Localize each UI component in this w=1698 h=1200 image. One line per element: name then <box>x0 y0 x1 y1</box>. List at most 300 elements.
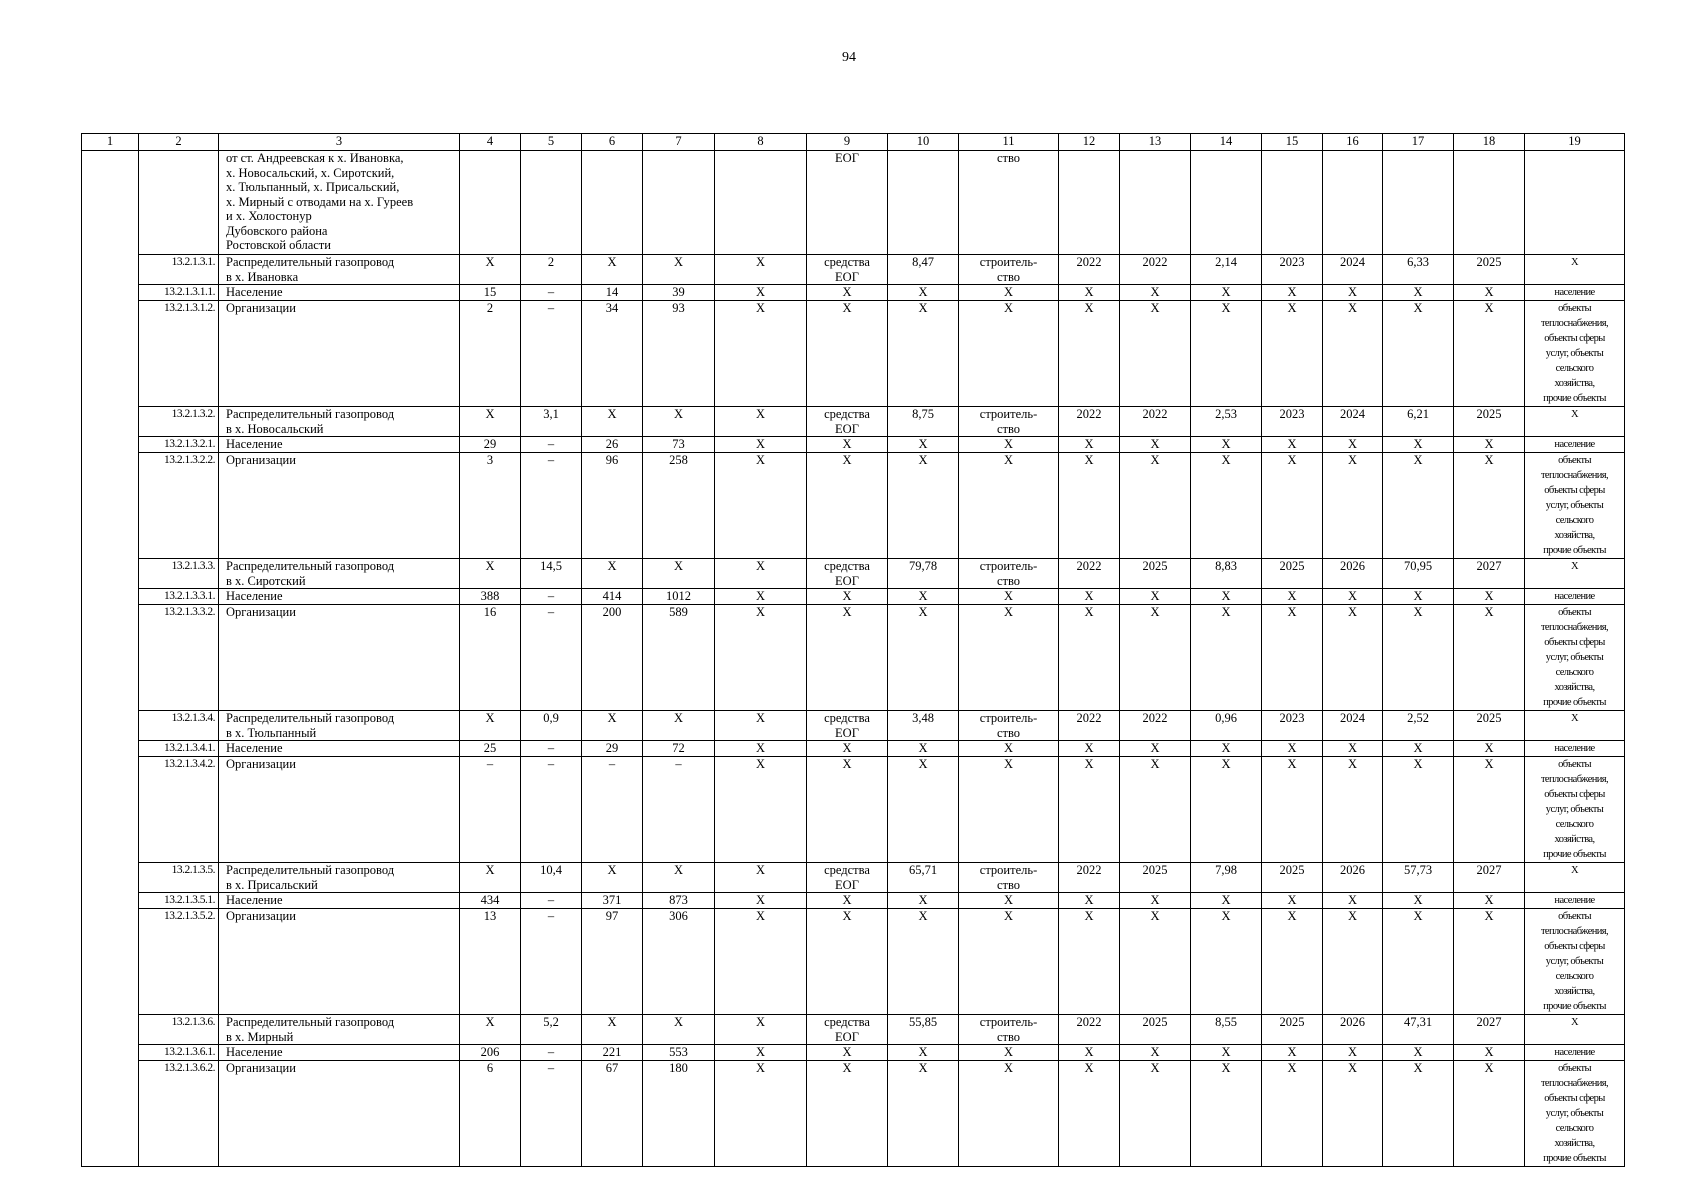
text-line: теплоснабжения, <box>1540 622 1609 633</box>
data-cell: 10,4 <box>521 863 582 893</box>
table-row <box>82 1015 1625 1045</box>
item-code: 13.2.1.3.1.2. <box>139 301 219 407</box>
data-cell: 5,2 <box>521 1015 582 1045</box>
data-cell: Х <box>1120 605 1191 711</box>
text-line: х. Тюльпанный, х. Присальский, <box>226 180 400 194</box>
object-name <box>219 255 460 285</box>
data-cell: 2024 <box>1323 407 1383 437</box>
consumer-category: Х <box>1525 559 1625 589</box>
data-cell: Х <box>888 741 959 757</box>
item-code: 13.2.1.3.6.1. <box>139 1045 219 1061</box>
data-cell: Х <box>1059 893 1120 909</box>
consumer-category: население <box>1525 893 1625 909</box>
column-number-header: 10 <box>888 134 959 151</box>
item-code: 13.2.1.3.6.2. <box>139 1061 219 1167</box>
text-line: Организации <box>226 453 296 467</box>
data-cell: Х <box>643 407 715 437</box>
data-cell: 2026 <box>1323 863 1383 893</box>
text-line: теплоснабжения, <box>1540 1078 1609 1089</box>
data-cell: – <box>643 757 715 863</box>
data-cell: Х <box>1383 285 1454 301</box>
data-cell: Х <box>807 741 888 757</box>
data-cell: Х <box>715 255 807 285</box>
data-cell: Х <box>1191 757 1262 863</box>
data-cell <box>959 255 1059 285</box>
data-cell: Х <box>1383 605 1454 711</box>
data-cell: Х <box>888 893 959 909</box>
data-cell: Х <box>959 437 1059 453</box>
text-line: сельского <box>1555 363 1594 374</box>
data-cell: Х <box>1120 589 1191 605</box>
data-cell: Х <box>1059 301 1120 407</box>
text-line: в х. Присальский <box>226 877 318 892</box>
data-cell: 434 <box>460 893 521 909</box>
data-cell: Х <box>1262 605 1323 711</box>
data-cell: – <box>521 285 582 301</box>
object-name <box>219 711 460 741</box>
column-number-header: 18 <box>1454 134 1525 151</box>
data-cell: Х <box>959 589 1059 605</box>
table-row <box>82 301 1625 407</box>
text-line: Организации <box>226 301 296 315</box>
data-cell: Х <box>715 453 807 559</box>
text-line: от ст. Андреевская к х. Ивановка, <box>226 151 404 165</box>
data-cell: 2025 <box>1262 559 1323 589</box>
text-line: Ростовской области <box>226 238 331 252</box>
data-cell: 70,95 <box>1383 559 1454 589</box>
data-cell: 221 <box>582 1045 643 1061</box>
consumer-category: население <box>1525 285 1625 301</box>
data-cell: 2025 <box>1454 711 1525 741</box>
data-cell: Х <box>1191 1061 1262 1167</box>
data-cell: 6,21 <box>1383 407 1454 437</box>
data-cell: Х <box>582 407 643 437</box>
item-code: 13.2.1.3.6. <box>139 1015 219 1045</box>
text-line: теплоснабжения, <box>1540 926 1609 937</box>
data-cell: Х <box>715 437 807 453</box>
text-line: Население <box>226 893 283 907</box>
data-cell: Х <box>1323 605 1383 711</box>
object-name <box>219 453 460 559</box>
data-cell: Х <box>1454 1061 1525 1167</box>
data-cell: Х <box>1059 757 1120 863</box>
data-cell: Х <box>807 301 888 407</box>
column-number-header: 9 <box>807 134 888 151</box>
text-line: ЕОГ <box>835 573 859 588</box>
data-cell: Х <box>807 1045 888 1061</box>
text-line: ство <box>996 1029 1021 1044</box>
data-cell: Х <box>888 301 959 407</box>
object-name <box>219 1061 460 1167</box>
data-cell: 180 <box>643 1061 715 1167</box>
data-cell: Х <box>1191 453 1262 559</box>
data-cell: Х <box>1120 301 1191 407</box>
data-cell: Х <box>807 437 888 453</box>
data-cell: Х <box>715 893 807 909</box>
object-name-cell <box>219 151 460 255</box>
object-name <box>219 1045 460 1061</box>
data-cell: Х <box>1454 285 1525 301</box>
text-line: объекты сферы <box>1544 333 1605 344</box>
column-number-header: 12 <box>1059 134 1120 151</box>
data-cell: 39 <box>643 285 715 301</box>
data-cell: 2022 <box>1059 407 1120 437</box>
data-cell: Х <box>643 711 715 741</box>
text-line: Дубовского района <box>226 223 328 238</box>
text-line: Распределительный газопровод <box>226 559 395 573</box>
item-code: 13.2.1.3.3. <box>139 559 219 589</box>
data-cell: Х <box>807 605 888 711</box>
data-cell: 200 <box>582 605 643 711</box>
data-cell: – <box>521 605 582 711</box>
data-cell: 2022 <box>1059 559 1120 589</box>
data-cell: Х <box>643 1015 715 1045</box>
text-line: хозяйства, <box>1554 682 1595 693</box>
data-cell: 14,5 <box>521 559 582 589</box>
data-cell: 2024 <box>1323 255 1383 285</box>
data-cell: Х <box>1191 301 1262 407</box>
data-cell: Х <box>1383 301 1454 407</box>
text-line: строитель- <box>979 559 1038 573</box>
data-cell: Х <box>1191 741 1262 757</box>
data-cell: Х <box>643 863 715 893</box>
data-cell: Х <box>1262 909 1323 1015</box>
consumer-category: Х <box>1525 255 1625 285</box>
data-cell: Х <box>1191 285 1262 301</box>
data-cell: Х <box>1454 757 1525 863</box>
consumer-category: население <box>1525 1045 1625 1061</box>
data-cell: Х <box>1262 589 1323 605</box>
text-line: прочие объекты <box>1543 545 1606 556</box>
data-cell: Х <box>1120 909 1191 1015</box>
data-cell: – <box>521 301 582 407</box>
data-cell: 73 <box>643 437 715 453</box>
data-cell: Х <box>1323 589 1383 605</box>
data-cell: Х <box>1120 893 1191 909</box>
data-cell: Х <box>1262 301 1323 407</box>
column-number-header: 16 <box>1323 134 1383 151</box>
data-cell: Х <box>1059 605 1120 711</box>
data-cell: Х <box>1383 437 1454 453</box>
data-cell: 2022 <box>1059 255 1120 285</box>
data-cell: 6,33 <box>1383 255 1454 285</box>
data-cell: Х <box>715 1045 807 1061</box>
data-cell: Х <box>888 589 959 605</box>
data-cell: 873 <box>643 893 715 909</box>
item-code: 13.2.1.3.2.2. <box>139 453 219 559</box>
data-cell: – <box>521 589 582 605</box>
column-number-header: 4 <box>460 134 521 151</box>
data-cell: 2,53 <box>1191 407 1262 437</box>
data-cell: Х <box>1059 453 1120 559</box>
column-number-header: 3 <box>219 134 460 151</box>
data-cell: Х <box>888 453 959 559</box>
text-line: ЕОГ <box>835 269 859 284</box>
data-cell: Х <box>1454 301 1525 407</box>
data-cell: Х <box>715 559 807 589</box>
consumer-category <box>1525 301 1625 407</box>
data-cell: Х <box>1120 1061 1191 1167</box>
table-row <box>82 437 1625 453</box>
object-name <box>219 909 460 1015</box>
data-cell: 388 <box>460 589 521 605</box>
data-cell: 3 <box>460 453 521 559</box>
data-cell: Х <box>1120 757 1191 863</box>
data-cell: Х <box>1191 605 1262 711</box>
text-line: услуг, объекты <box>1545 652 1604 663</box>
data-cell: Х <box>1323 757 1383 863</box>
text-line: х. Новосальский, х. Сиротский, <box>226 165 395 180</box>
data-cell: Х <box>1454 605 1525 711</box>
data-cell: Х <box>807 453 888 559</box>
text-line: средства <box>824 1015 870 1029</box>
text-line: Распределительный газопровод <box>226 711 395 725</box>
data-cell: Х <box>715 711 807 741</box>
data-cell <box>807 1015 888 1045</box>
column-number-header: 1 <box>82 134 139 151</box>
data-cell: 258 <box>643 453 715 559</box>
text-line: средства <box>824 711 870 725</box>
item-code: 13.2.1.3.5.2. <box>139 909 219 1015</box>
text-line: Организации <box>226 757 296 771</box>
data-cell: Х <box>1454 741 1525 757</box>
table-row <box>82 1045 1625 1061</box>
data-cell: 2025 <box>1120 1015 1191 1045</box>
object-name <box>219 863 460 893</box>
data-cell: Х <box>643 255 715 285</box>
consumer-category: население <box>1525 437 1625 453</box>
text-line: Население <box>226 589 283 603</box>
data-cell: Х <box>959 605 1059 711</box>
text-line: в х. Сиротский <box>226 573 306 588</box>
text-line: строитель- <box>979 1015 1038 1029</box>
data-cell: 72 <box>643 741 715 757</box>
table-row <box>82 711 1625 741</box>
data-cell: Х <box>1262 437 1323 453</box>
text-line: ство <box>996 725 1021 740</box>
data-cell: Х <box>1262 893 1323 909</box>
item-code: 13.2.1.3.1. <box>139 255 219 285</box>
data-cell: 79,78 <box>888 559 959 589</box>
data-cell: 93 <box>643 301 715 407</box>
text-line: ЕОГ <box>835 421 859 436</box>
data-cell: 2025 <box>1454 407 1525 437</box>
data-cell: Х <box>959 453 1059 559</box>
data-cell: – <box>521 741 582 757</box>
text-line: хозяйства, <box>1554 378 1595 389</box>
text-line: сельского <box>1555 971 1594 982</box>
text-line: в х. Тюльпанный <box>226 725 317 740</box>
text-line: ЕОГ <box>835 725 859 740</box>
table-row <box>82 255 1625 285</box>
data-cell: 2025 <box>1262 863 1323 893</box>
table-row <box>82 741 1625 757</box>
data-cell: Х <box>1120 285 1191 301</box>
data-cell: Х <box>582 863 643 893</box>
data-cell: Х <box>807 893 888 909</box>
data-cell <box>959 863 1059 893</box>
consumer-category <box>1525 453 1625 559</box>
data-cell: Х <box>1383 1061 1454 1167</box>
data-cell: 7,98 <box>1191 863 1262 893</box>
text-line: хозяйства, <box>1554 986 1595 997</box>
table-body <box>82 134 1625 1167</box>
data-cell: 3,1 <box>521 407 582 437</box>
data-cell: Х <box>959 741 1059 757</box>
data-cell: Х <box>807 285 888 301</box>
text-line: Распределительный газопровод <box>226 863 395 877</box>
text-line: Организации <box>226 909 296 923</box>
data-cell: 553 <box>643 1045 715 1061</box>
investment-table <box>81 133 1625 1167</box>
table-row <box>82 559 1625 589</box>
data-cell: 8,75 <box>888 407 959 437</box>
text-line: услуг, объекты <box>1545 956 1604 967</box>
item-code: 13.2.1.3.4.1. <box>139 741 219 757</box>
text-line: Распределительный газопровод <box>226 1015 395 1029</box>
data-cell: 8,47 <box>888 255 959 285</box>
data-cell: Х <box>1191 437 1262 453</box>
data-cell: Х <box>1454 909 1525 1015</box>
data-cell: Х <box>959 301 1059 407</box>
data-cell: 589 <box>643 605 715 711</box>
data-cell <box>807 407 888 437</box>
data-cell: – <box>521 453 582 559</box>
data-cell: Х <box>460 407 521 437</box>
data-cell: 2027 <box>1454 1015 1525 1045</box>
text-line: ство <box>996 269 1021 284</box>
text-line: сельского <box>1555 515 1594 526</box>
text-line: объекты сферы <box>1544 637 1605 648</box>
data-cell: 1012 <box>643 589 715 605</box>
data-cell: Х <box>715 909 807 1015</box>
consumer-category <box>1525 605 1625 711</box>
data-cell: 2023 <box>1262 407 1323 437</box>
text-line: в х. Ивановка <box>226 269 299 284</box>
data-cell: 8,83 <box>1191 559 1262 589</box>
table-row <box>82 863 1625 893</box>
data-cell: 2026 <box>1323 559 1383 589</box>
data-cell: 26 <box>582 437 643 453</box>
text-line: строитель- <box>979 255 1038 269</box>
text-line: хозяйства, <box>1554 1138 1595 1149</box>
data-cell: 29 <box>582 741 643 757</box>
data-cell: Х <box>1120 437 1191 453</box>
consumer-category: Х <box>1525 863 1625 893</box>
text-line: х. Мирный с отводами на х. Гуреев <box>226 194 414 209</box>
data-cell: 2024 <box>1323 711 1383 741</box>
text-line: ство <box>996 877 1021 892</box>
object-name <box>219 559 460 589</box>
data-cell: – <box>521 909 582 1015</box>
data-cell: 47,31 <box>1383 1015 1454 1045</box>
data-cell: 2025 <box>1120 863 1191 893</box>
data-cell: Х <box>1323 741 1383 757</box>
data-cell: 2,52 <box>1383 711 1454 741</box>
text-line: и х. Холостонур <box>226 209 312 223</box>
text-line: теплоснабжения, <box>1540 318 1609 329</box>
data-cell: Х <box>1323 453 1383 559</box>
column-number-header: 19 <box>1525 134 1625 151</box>
data-cell: Х <box>715 285 807 301</box>
data-cell: 57,73 <box>1383 863 1454 893</box>
data-cell <box>959 559 1059 589</box>
data-cell: Х <box>807 1061 888 1167</box>
text-line: Организации <box>226 1061 296 1075</box>
table-row <box>82 285 1625 301</box>
data-cell: Х <box>1454 893 1525 909</box>
item-code: 13.2.1.3.4.2. <box>139 757 219 863</box>
table-row <box>82 893 1625 909</box>
object-name <box>219 605 460 711</box>
object-name <box>219 757 460 863</box>
text-line: строитель- <box>979 407 1038 421</box>
data-cell: Х <box>1262 285 1323 301</box>
funding-source-cell: ЕОГ <box>807 151 888 255</box>
data-cell: Х <box>1383 741 1454 757</box>
text-line: ЕОГ <box>835 1029 859 1044</box>
table-row <box>82 757 1625 863</box>
data-cell: Х <box>582 1015 643 1045</box>
table-row <box>82 1061 1625 1167</box>
text-line: Организации <box>226 605 296 619</box>
text-line: объекты <box>1558 759 1591 770</box>
text-line: услуг, объекты <box>1545 348 1604 359</box>
data-cell: Х <box>582 711 643 741</box>
page-number: 94 <box>842 50 856 65</box>
data-cell: Х <box>959 893 1059 909</box>
data-cell <box>807 711 888 741</box>
data-cell: Х <box>715 863 807 893</box>
data-cell: Х <box>715 407 807 437</box>
data-cell: Х <box>959 1061 1059 1167</box>
column-number-header: 8 <box>715 134 807 151</box>
data-cell: 2,14 <box>1191 255 1262 285</box>
data-cell: 414 <box>582 589 643 605</box>
data-cell: Х <box>959 757 1059 863</box>
item-code: 13.2.1.3.4. <box>139 711 219 741</box>
data-cell: – <box>460 757 521 863</box>
data-cell: 2023 <box>1262 255 1323 285</box>
consumer-category: Х <box>1525 1015 1625 1045</box>
data-cell: 29 <box>460 437 521 453</box>
data-cell: Х <box>1059 909 1120 1015</box>
text-line: объекты <box>1558 607 1591 618</box>
object-name <box>219 893 460 909</box>
data-cell: Х <box>1454 437 1525 453</box>
data-cell: Х <box>1059 285 1120 301</box>
data-cell: Х <box>1059 437 1120 453</box>
column-number-header: 17 <box>1383 134 1454 151</box>
data-cell: 371 <box>582 893 643 909</box>
data-cell: Х <box>1059 1045 1120 1061</box>
column-number-header: 5 <box>521 134 582 151</box>
data-cell: Х <box>715 301 807 407</box>
data-cell: Х <box>1262 1045 1323 1061</box>
text-line: хозяйства, <box>1554 834 1595 845</box>
table-row <box>82 407 1625 437</box>
data-cell: Х <box>715 589 807 605</box>
data-cell: Х <box>1454 453 1525 559</box>
text-line: Население <box>226 437 283 451</box>
data-cell: Х <box>1191 909 1262 1015</box>
text-line: сельского <box>1555 1123 1594 1134</box>
column-number-header: 14 <box>1191 134 1262 151</box>
data-cell: 96 <box>582 453 643 559</box>
column-number-row <box>82 134 1625 151</box>
data-cell: Х <box>1191 893 1262 909</box>
data-cell: Х <box>1120 453 1191 559</box>
